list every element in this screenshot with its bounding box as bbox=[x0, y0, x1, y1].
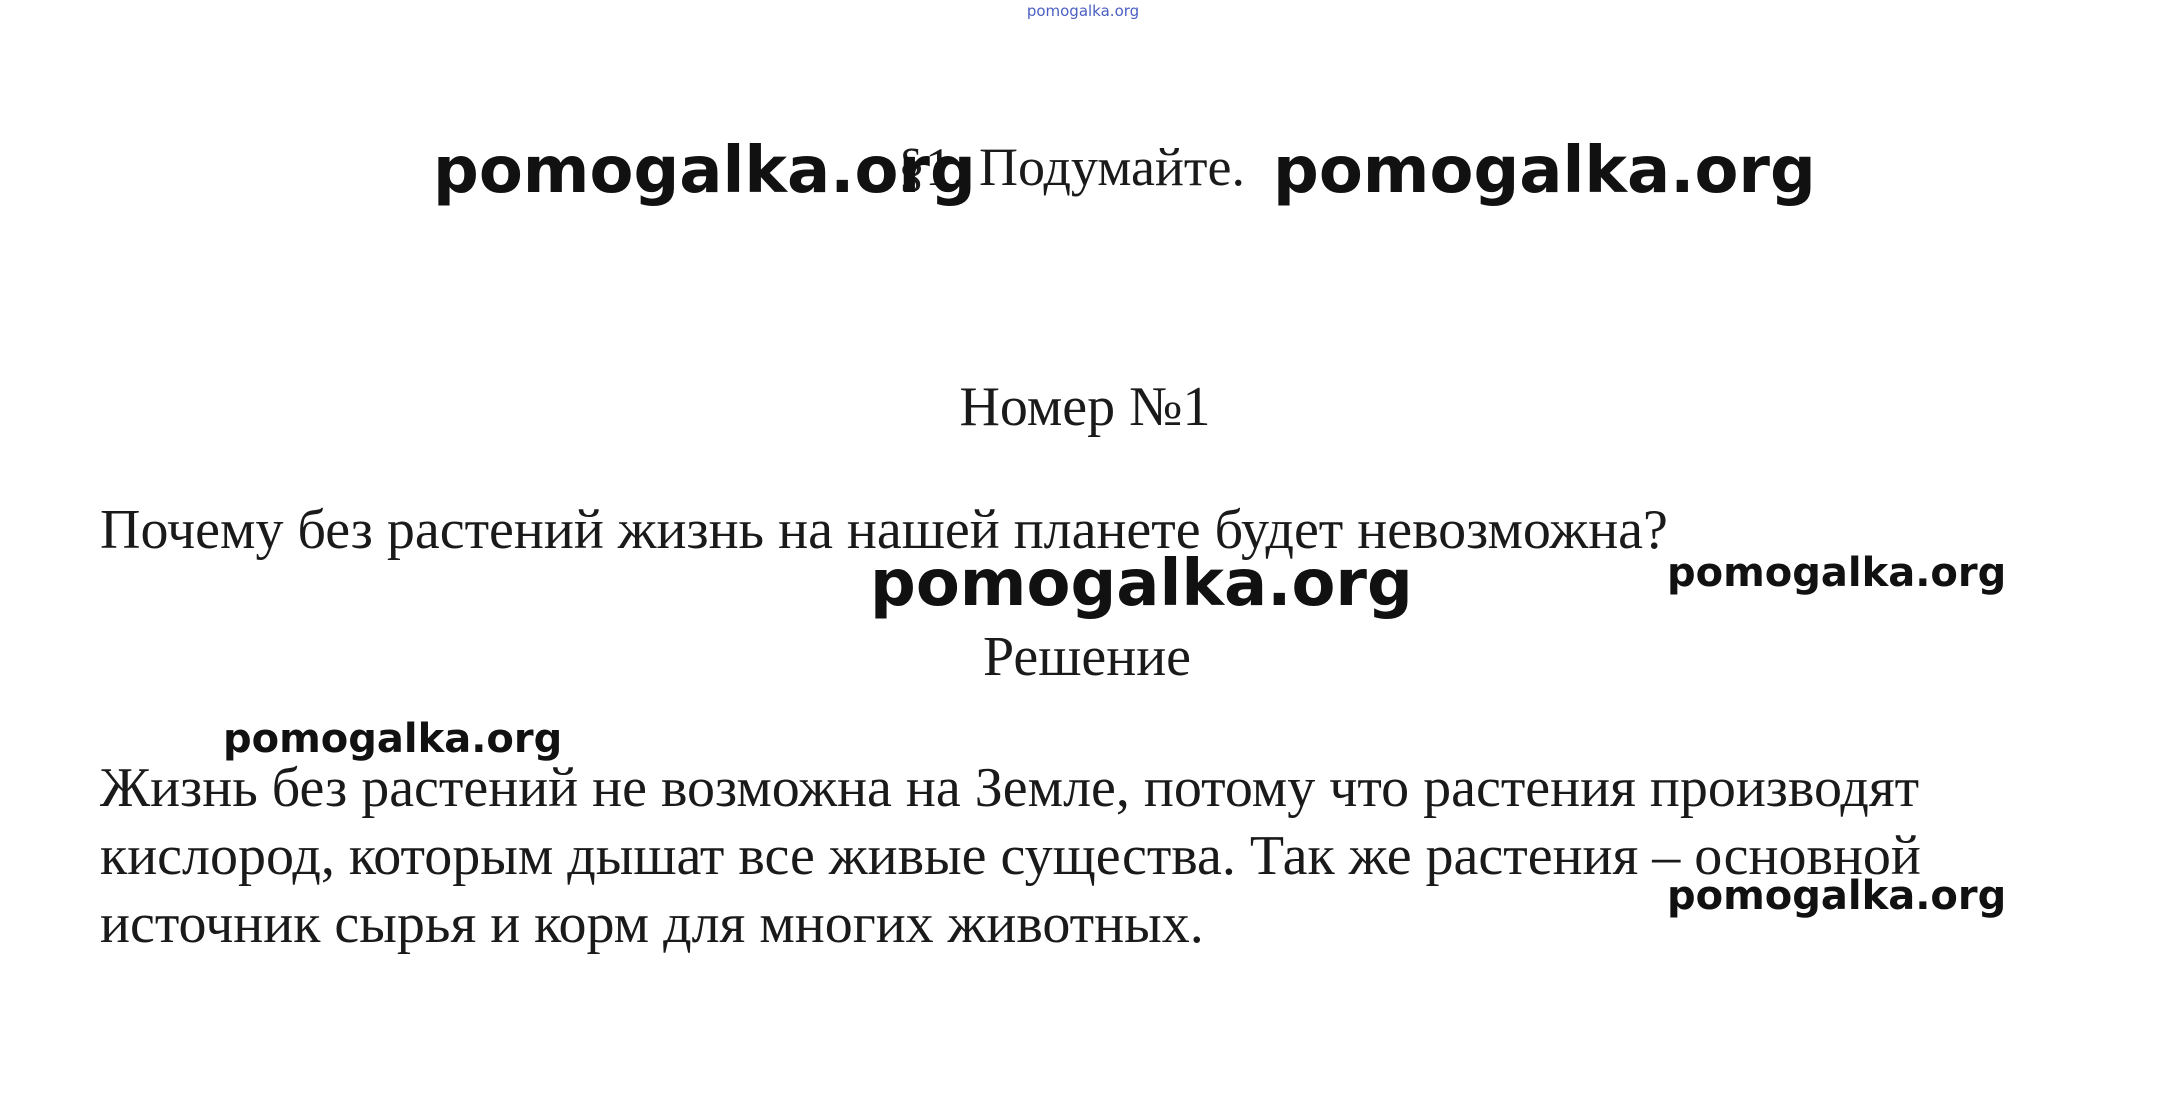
answer-line: Жизнь без растений не возможна на Земле, потому что растения производят bbox=[100, 757, 1920, 819]
source-link[interactable] bbox=[0, 2, 2176, 20]
source-link-text: pomogalka.org bbox=[1026, 2, 1140, 20]
number-heading bbox=[0, 375, 2176, 439]
solution-heading bbox=[0, 625, 2176, 689]
number-heading-text: Номер №1 bbox=[959, 376, 1211, 438]
answer-line: источник сырья и корм для многих животных. bbox=[100, 893, 1204, 955]
watermark-mid-center: pomogalka.org bbox=[870, 547, 1413, 621]
watermark-left: pomogalka.org bbox=[223, 716, 563, 762]
watermark-title-right: pomogalka.org bbox=[1273, 134, 1816, 208]
section-title: §1. Подумайте. bbox=[898, 137, 1245, 197]
watermark-title-left: pomogalka.org bbox=[433, 134, 976, 208]
solution-heading-text: Решение bbox=[982, 626, 1192, 688]
watermark-mid-right: pomogalka.org bbox=[1667, 550, 2007, 596]
watermark-bottom-right: pomogalka.org bbox=[1667, 873, 2007, 919]
answer-line: кислород, которым дышат все живые существа. Так же растения – основной bbox=[100, 825, 1921, 887]
question-text: Почему без растений жизнь на нашей планете будет невозможна? bbox=[100, 499, 1668, 561]
